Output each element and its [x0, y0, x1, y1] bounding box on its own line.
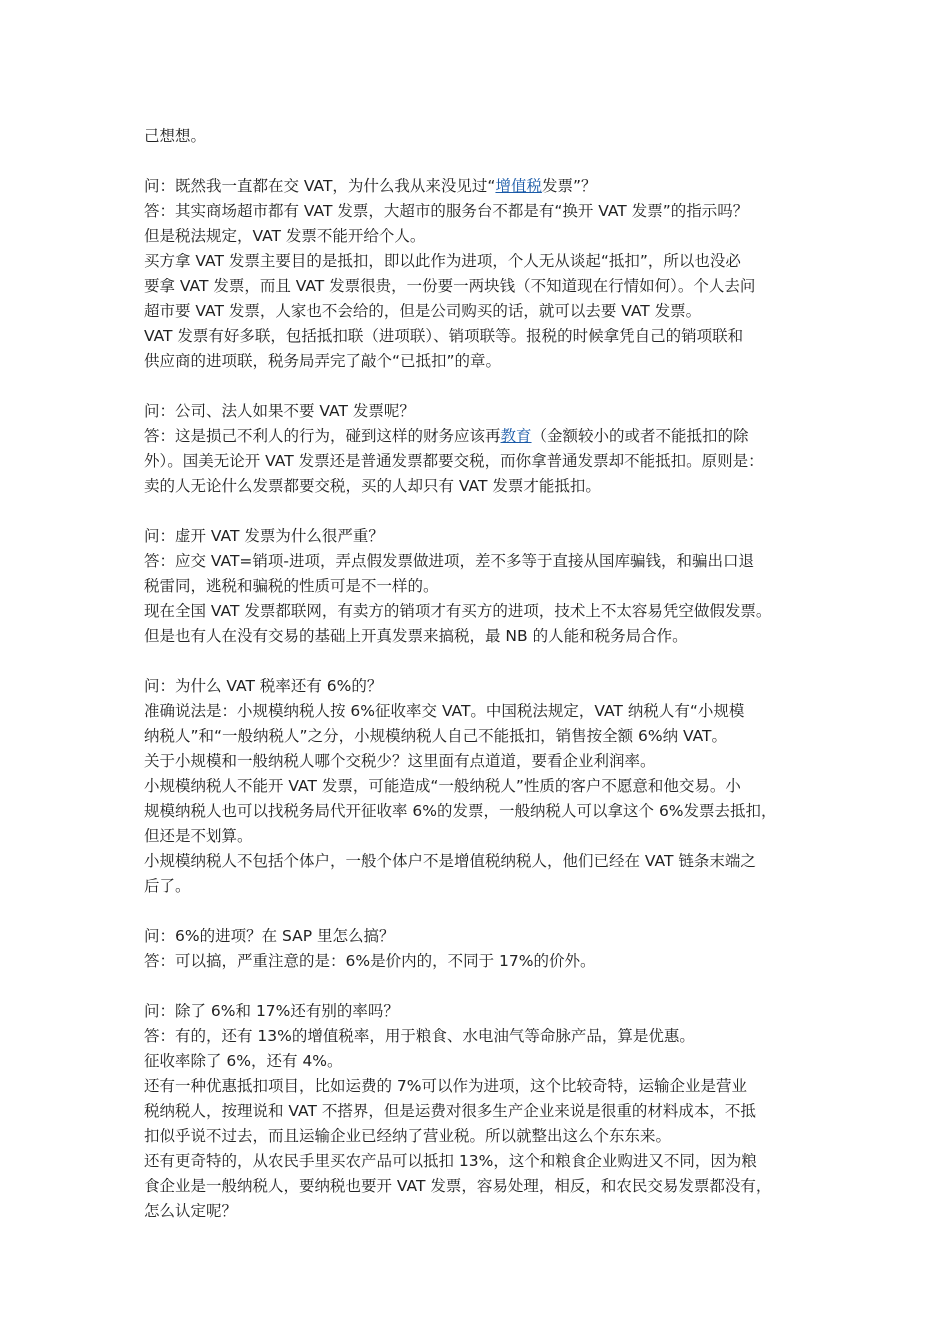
paragraph-gap	[144, 149, 824, 174]
answer-line: 答：其实商场超市都有 VAT 发票，大超市的服务台不都是有“换开 VAT 发票”的指示吗？	[144, 202, 749, 220]
paragraph-gap	[144, 649, 824, 674]
text-line: VAT 发票有好多联，包括抵扣联（进项联）、销项联等。报税的时候拿凭自己的销项联和	[144, 327, 744, 345]
question-line: 问：公司、法人如果不要 VAT 发票呢？	[144, 402, 415, 420]
vat-link[interactable]: 增值税	[495, 177, 542, 195]
text-line: 但还是不划算。	[144, 827, 253, 845]
text-segment: 答：这是损己不利人的行为，碰到这样的财务应该再	[144, 427, 501, 445]
answer-line: 准确说法是：小规模纳税人按 6%征收率交 VAT。中国税法规定，VAT 纳税人有“小规模	[144, 702, 745, 720]
text-line: 小规模纳税人不能开 VAT 发票，可能造成“一般纳税人”性质的客户不愿意和他交易。小	[144, 777, 741, 795]
text-segment: 问：既然我一直都在交 VAT，为什么我从来没见过“	[144, 177, 496, 195]
text-line: 规模纳税人也可以找税务局代开征收率 6%的发票，一般纳税人可以拿这个 6%发票去抵扣，	[144, 802, 777, 820]
text-line: 食企业是一般纳税人，要纳税也要开 VAT 发票，容易处理，相反，和农民交易发票都没有，	[144, 1177, 772, 1195]
text-segment: 发票”？	[541, 177, 597, 195]
text-line: 现在全国 VAT 发票都联网，有卖方的销项才有买方的进项，技术上不太容易凭空做假发票。	[144, 602, 772, 620]
question-line: 问：虚开 VAT 发票为什么很严重？	[144, 527, 384, 545]
text-line: 要拿 VAT 发票，而且 VAT 发票很贵，一份要一两块钱（不知道现在行情如何）。个人去问	[144, 277, 756, 295]
education-link[interactable]: 教育	[500, 427, 532, 445]
text-line: 小规模纳税人不包括个体户，一般个体户不是增值税纳税人，他们已经在 VAT 链条末端之	[144, 852, 756, 870]
text-line: 后了。	[144, 877, 191, 895]
answer-line: 答：有的，还有 13%的增值税率，用于粮食、水电油气等命脉产品，算是优惠。	[144, 1027, 695, 1045]
question-line	[144, 174, 824, 199]
text-line: 卖的人无论什么发票都要交税，买的人却只有 VAT 发票才能抵扣。	[144, 477, 601, 495]
document-body	[144, 124, 824, 1224]
text-line: 供应商的进项联，税务局弄完了敲个“已抵扣”的章。	[144, 352, 502, 370]
paragraph-gap	[144, 374, 824, 399]
text-line: 关于小规模和一般纳税人哪个交税少？这里面有点道道，要看企业利润率。	[144, 752, 656, 770]
text-line: 买方拿 VAT 发票主要目的是抵扣，即以此作为进项，个人无从谈起“抵扣”，所以也没必	[144, 252, 741, 270]
answer-line	[144, 424, 824, 449]
text-line: 还有更奇特的，从农民手里买农产品可以抵扣 13%，这个和粮食企业购进又不同，因为粮	[144, 1152, 757, 1170]
text-line: 怎么认定呢？	[144, 1202, 238, 1220]
question-line: 问：除了 6%和 17%还有别的率吗？	[144, 1002, 399, 1020]
text-line: 外）。国美无论开 VAT 发票还是普通发票都要交税，而你拿普通发票却不能抵扣。原则是：	[144, 452, 764, 470]
text-line: 税纳税人，按理说和 VAT 不搭界，但是运费对很多生产企业来说是很重的材料成本，不抵	[144, 1102, 756, 1120]
answer-line: 答：应交 VAT=销项-进项，弄点假发票做进项，差不多等于直接从国库骗钱，和骗出口退	[144, 552, 754, 570]
question-line: 问：为什么 VAT 税率还有 6%的？	[144, 677, 383, 695]
text-segment: （金额较小的或者不能抵扣的除	[531, 427, 749, 445]
text-line: 征收率除了 6%，还有 4%。	[144, 1052, 343, 1070]
text-line: 税雷同，逃税和骗税的性质可是不一样的。	[144, 577, 439, 595]
paragraph-gap	[144, 974, 824, 999]
question-line: 问：6%的进项？在 SAP 里怎么搞？	[144, 927, 395, 945]
text-line: 还有一种优惠抵扣项目，比如运费的 7%可以作为进项，这个比较奇特，运输企业是营业	[144, 1077, 748, 1095]
paragraph-gap	[144, 899, 824, 924]
text-line: 但是税法规定，VAT 发票不能开给个人。	[144, 227, 426, 245]
text-line: 己想想。	[144, 127, 207, 145]
paragraph-gap	[144, 499, 824, 524]
text-line: 但是也有人在没有交易的基础上开真发票来搞税，最 NB 的人能和税务局合作。	[144, 627, 688, 645]
answer-line: 答：可以搞，严重注意的是：6%是价内的，不同于 17%的价外。	[144, 952, 596, 970]
text-line: 超市要 VAT 发票，人家也不会给的，但是公司购买的话，就可以去要 VAT 发票。	[144, 302, 702, 320]
text-line: 扣似乎说不过去，而且运输企业已经纳了营业税。所以就整出这么个东东来。	[144, 1127, 672, 1145]
text-line: 纳税人”和“一般纳税人”之分，小规模纳税人自己不能抵扣，销售按全额 6%纳 VAT。	[144, 727, 728, 745]
